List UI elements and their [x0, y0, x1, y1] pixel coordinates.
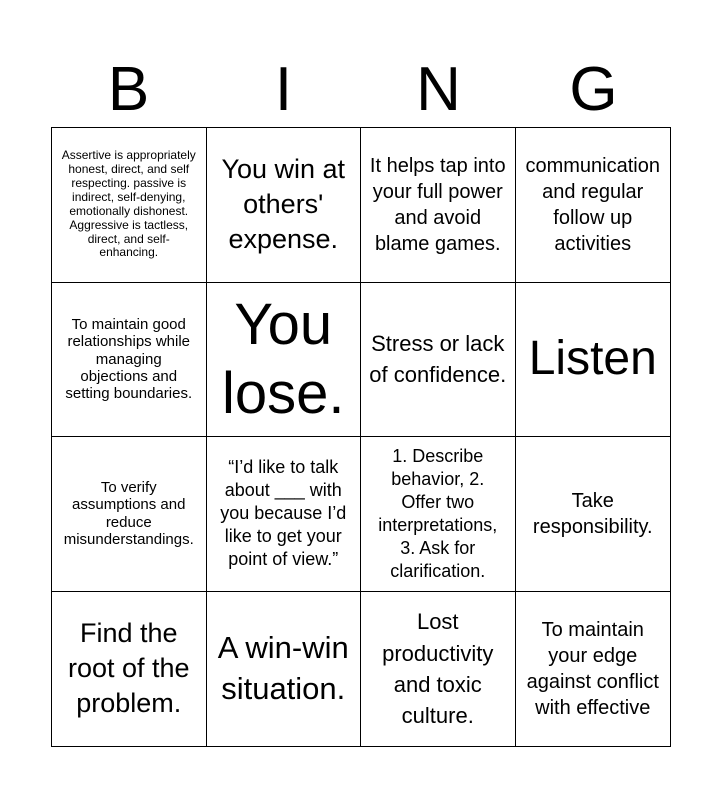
header-letter-b: B — [107, 55, 150, 124]
bingo-cell[interactable]: Take responsibility. — [516, 437, 671, 592]
bingo-cell[interactable]: You lose. — [207, 283, 362, 438]
bingo-cell[interactable]: Assertive is appropriately honest, direct, and self respecting. passive is indirect, self-denying, emotionally dishonest. Aggressive is tactless, direct, and self-enhancing. — [52, 128, 207, 283]
bingo-cell[interactable]: communication and regular follow up activities — [516, 128, 671, 283]
header-letter-n: N — [416, 55, 461, 124]
bingo-board — [51, 127, 671, 747]
bingo-cell[interactable]: Listen — [516, 283, 671, 438]
bingo-cell[interactable]: Lost productivity and toxic culture. — [361, 592, 516, 747]
bingo-cell[interactable]: Stress or lack of confidence. — [361, 283, 516, 438]
header-letter-g: G — [569, 55, 618, 124]
bingo-header — [51, 52, 671, 128]
header-letter-i: I — [274, 55, 293, 124]
bingo-cell[interactable]: “I’d like to talk about ___ with you because I’d like to get your point of view.” — [207, 437, 362, 592]
bingo-cell[interactable]: It helps tap into your full power and avoid blame games. — [361, 128, 516, 283]
bingo-cell[interactable]: A win-win situation. — [207, 592, 362, 747]
bingo-cell[interactable]: Find the root of the problem. — [52, 592, 207, 747]
bingo-cell[interactable]: You win at others' expense. — [207, 128, 362, 283]
bingo-cell[interactable]: To maintain good relationships while managing objections and setting boundaries. — [52, 283, 207, 438]
bingo-cell[interactable]: To maintain your edge against conflict with effective — [526, 618, 659, 719]
bingo-cell[interactable]: 1. Describe behavior, 2. Offer two interpretations, 3. Ask for clarification. — [361, 437, 516, 592]
bingo-cell[interactable]: To verify assumptions and reduce misunderstandings. — [52, 437, 207, 592]
